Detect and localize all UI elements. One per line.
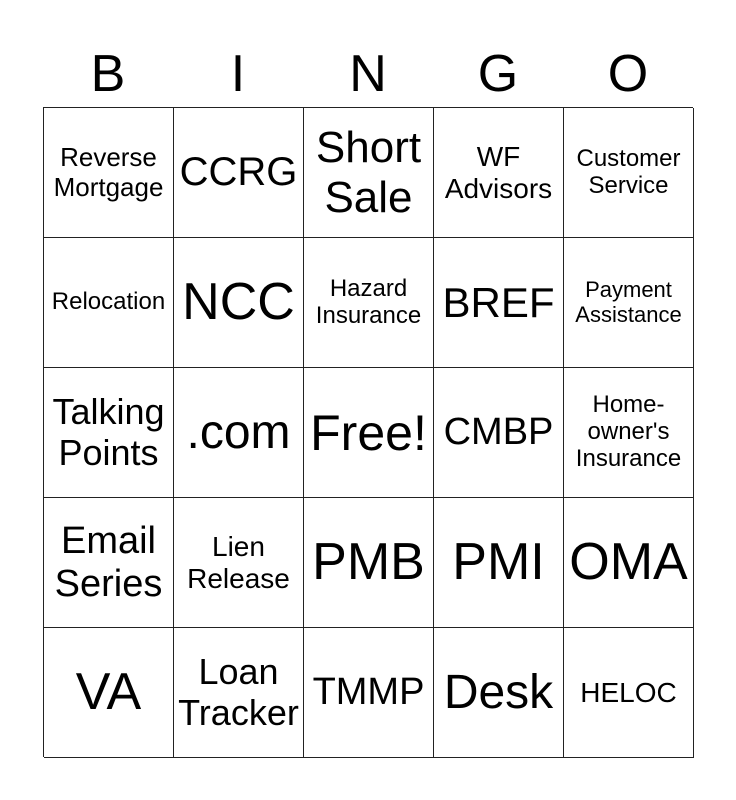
bingo-cell[interactable]: Reverse Mortgage [44, 108, 174, 238]
bingo-cell[interactable]: PMB [304, 498, 434, 628]
bingo-cell[interactable]: CMBP [434, 368, 564, 498]
header-letter-g: G [477, 45, 519, 103]
bingo-cell[interactable]: Lien Release [174, 498, 304, 628]
bingo-cell[interactable]: Email Series [44, 498, 174, 628]
bingo-cell[interactable]: Payment Assistance [564, 238, 694, 368]
bingo-cell[interactable]: Relocation [44, 238, 174, 368]
header-letter-b: B [90, 45, 126, 103]
bingo-board [43, 107, 693, 757]
header-letter-o: O [607, 45, 649, 103]
bingo-cell[interactable]: Hazard Insurance [304, 238, 434, 368]
bingo-cell[interactable]: Loan Tracker [174, 628, 304, 758]
bingo-cell[interactable]: PMI [434, 498, 564, 628]
header-letter-i: I [230, 45, 246, 103]
bingo-cell[interactable]: VA [44, 628, 174, 758]
bingo-cell[interactable]: Customer Service [564, 108, 694, 238]
bingo-cell[interactable]: HELOC [564, 628, 694, 758]
header-letter-n: N [349, 45, 387, 103]
bingo-cell[interactable]: CCRG [174, 108, 304, 238]
bingo-header [43, 40, 693, 108]
bingo-cell[interactable]: Talking Points [44, 368, 174, 498]
bingo-cell[interactable]: TMMP [304, 628, 434, 758]
bingo-cell[interactable]: Short Sale [304, 108, 434, 238]
bingo-cell[interactable]: OMA [564, 498, 694, 628]
bingo-cell[interactable]: .com [174, 368, 304, 498]
bingo-cell[interactable]: NCC [174, 238, 304, 368]
bingo-cell[interactable]: Desk [434, 628, 564, 758]
bingo-cell[interactable]: Free! [304, 368, 434, 498]
bingo-cell[interactable]: WF Advisors [434, 108, 564, 238]
bingo-cell[interactable]: Home- owner's Insurance [564, 368, 694, 498]
bingo-cell[interactable]: BREF [434, 238, 564, 368]
